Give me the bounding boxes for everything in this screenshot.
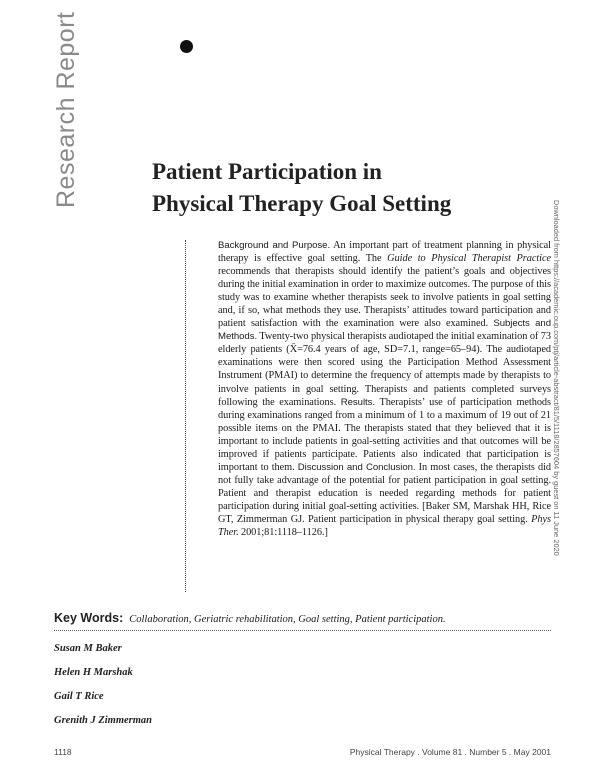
author-4: Grenith J Zimmerman [54,715,153,726]
author-3: Gail T Rice [54,691,104,702]
discussion-text: In most cases, the therapists did not fully take advantage of the potential for patient participation in goal setting. Patient and therapist education is needed regarding methods for patient participation during initial goal-setting activities. [Baker SM, Marshak HH, Rice GT, Zimmerman GJ. Patient participation in physical therapy goal setting. [218,461,551,525]
discussion-heading: Discussion and Conclusion. [297,461,416,473]
section-label: Research Report [52,11,80,208]
abstract [218,239,551,539]
guide-title: Guide to Physical Therapist Practice [387,253,551,265]
subjects-text: Twenty-two physical therapists audiotaped the initial examination of 73 elderly patients (X̄=76.4 years of age, SD=7.1, range=65–94). The audiotaped examinations were then scored using the Participation Method Assessment Instrument (PMAI) to determine the frequency of attempts made by therapists to involve patients in goal setting. Therapists and patients completed surveys following the examinations. [218,331,551,408]
key-words [54,609,446,627]
results-heading: Results. [340,396,376,408]
key-words-text: Collaboration, Geriatric rehabilitation, Goal setting, Patient participation. [129,614,446,625]
article-title [152,156,451,220]
citation-journal: Phys Ther. [218,513,551,539]
abstract-divider [185,240,186,592]
download-note: Downloaded from https://academic.oup.com/ptj/article-abstract/81/5/1118/2857604 by guest on 11 June 2020 [552,200,561,556]
background-text-2: recommends that therapists should identify the patient’s goals and objectives during the initial examination in order to maximize outcomes. The purpose of this study was to examine whether therapists seek to involve patients in goal setting and, if so, what methods they use. Therapists’ attitudes toward participation and patient satisfaction with the examination were also examined. [218,266,551,330]
background-heading: Background and Purpose. [218,240,331,251]
key-words-label: Key Words: [54,611,124,625]
key-words-divider [54,630,551,631]
title-line-1: Patient Participation in [152,159,382,184]
author-1: Susan M Baker [54,643,122,654]
citation-end: 2001;81:1118–1126.] [238,527,328,539]
results-text: Therapists’ use of participation methods during examinations ranged from a minimum of 1 to a maximum of 19 out of 21 possible items on the PMAI. The therapists stated that they believed that it is important to include patients in goal-setting activities and that outcomes will be improved if patients participate. Patients also indicated that participation is important to them. [218,396,551,473]
background-text-1: An important part of treatment planning in physical therapy is effective goal setting. The [218,240,551,265]
subjects-heading: Subjects and Methods. [218,318,551,343]
author-2: Helen H Marshak [54,667,133,678]
title-line-2: Physical Therapy Goal Setting [152,191,452,216]
journal-info: Physical Therapy . Volume 81 . Number 5 . May 2001 [349,747,551,757]
bullet-dot-icon [180,40,193,53]
page-number: 1118 [54,747,72,757]
